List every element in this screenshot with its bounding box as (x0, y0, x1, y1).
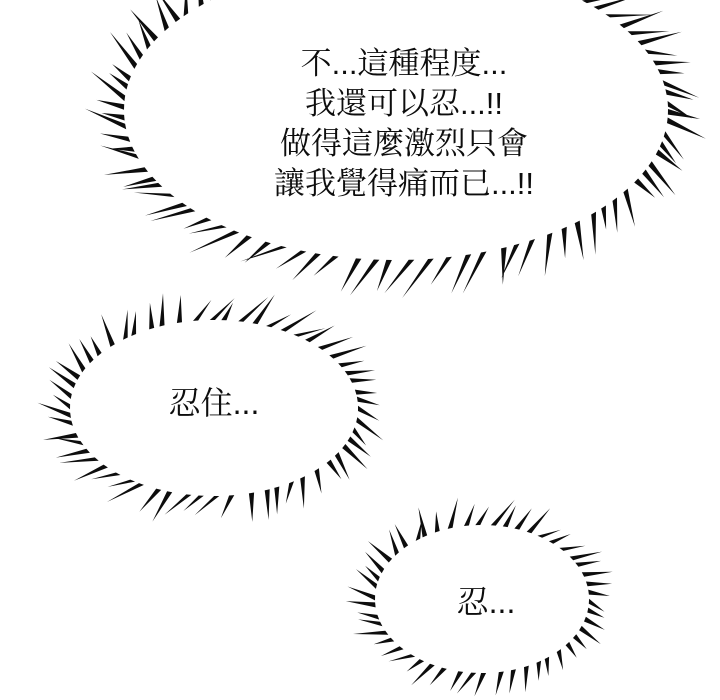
scream-bubble-medium-text (169, 387, 260, 419)
scream-bubble-small-text (457, 586, 516, 618)
bubble-text-line: 不...這種程度... (300, 46, 508, 81)
bubble-text-line: 讓我覺得痛而已...!! (273, 166, 535, 201)
bubble-text-line: 忍... (456, 584, 516, 620)
bubble-text-line: 我還可以忍...!! (304, 86, 504, 121)
bubble-text-line: 忍住... (168, 385, 260, 421)
scream-bubble-large-text (274, 44, 534, 204)
bubble-text-line: 做得這麼激烈只會 (279, 126, 528, 161)
